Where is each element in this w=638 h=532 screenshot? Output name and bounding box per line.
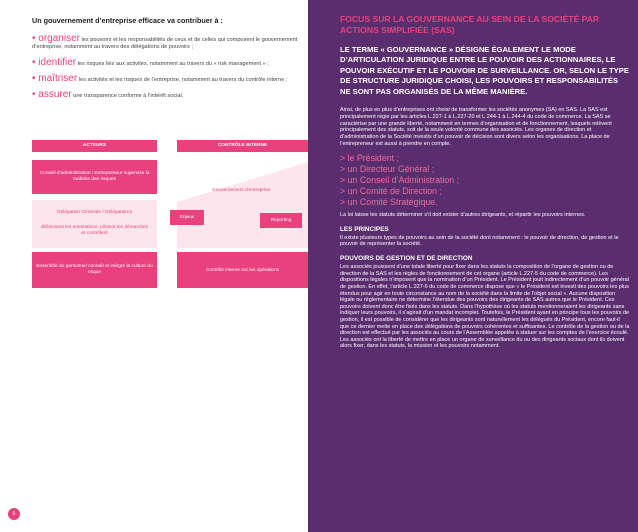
bullet-maitriser: [32, 72, 307, 84]
list-item: > le Président ;: [340, 153, 630, 164]
intro-title: Un gouvernement d’entreprise efficace va contribuer à :: [32, 16, 223, 25]
gov-trapezoid: [177, 162, 308, 248]
left-column: [32, 16, 307, 107]
heading-pouvoirs: POUVOIRS DE GESTION ET DE DIRECTION: [340, 255, 473, 263]
paragraph-principes: Il existe plusieurs types de pouvoirs au sein de la société dont notamment : le pouvoir de direction, de gestion et le pouvoir de représenter la société.: [340, 234, 619, 248]
header-controle-interne: CONTRÔLE INTERNE: [177, 140, 308, 152]
box-conseil: Conseil d’administration / Entrepreneur supervise la maîtrise des risques: [32, 160, 157, 194]
reporting-badge: Reporting: [260, 213, 302, 228]
header-acteurs: ACTEURS: [32, 140, 157, 152]
bullet-organiser: [32, 35, 307, 52]
bullet-assurer: [32, 91, 307, 100]
paragraph-loi: La loi laisse les statuts déterminer s’il doit exister d’autres dirigeants, et répartir les pouvoirs internes.: [340, 211, 586, 218]
bullet-keyword: • organiser: [32, 33, 80, 44]
list-item: > un Comité de Direction ;: [340, 186, 630, 197]
paragraph-intro: Ainsi, de plus en plus d’entreprises ont choisi de transformer les sociétés anonymes (SA) en SAS. La SAS est principalement régie par les articles L.227-1 à L.227-20 et L.244-1 à L.244-4 du code de commerce. La SAS se caractérise par une grande liberté, notamment en termes d’organisation et de fonctionnement, lesquels relèvent principalement des statuts, soit de la seule volonté commune des associés. Les organes de direction et d’administration de la Société investis d’un pouvoir de décision sont divers selon les organisations. La place de l’entrepreneur est aussi à prendre en compte.: [340, 107, 612, 148]
paragraph-pouvoirs: Les associés jouissent d’une totale liberté pour fixer dans les statuts la composition de l’organe de gestion ou de direction de la SAS et les règles de fonctionnement de cet organe (article L.227-5 du code de commerce). Les dispositions légales n’imposent que la nomination d’un Président. Le Président jouit indirectement d’un pouvoir général de gestion. En effet, l’article L.227-6 du code de commerce dispose que « le Président est investi des pouvoirs les plus étendus pour agir en toute circonstance au nom de la société dans la limite de l’objet social ». Aucune disposition légale ou réglementaire ne détermine l’étendue des pouvoirs des dirigeants de SAS autres que le Président. Ces pouvoirs doivent donc être fixés dans les statuts. Dans l’hypothèse où les statuts mentionneraient les dirigeants sans indiquer leurs pouvoirs, il s’agirait d’un mandat incomplet. Toutefois, le Président ayant en principe tous les pouvoirs de gestion, il est possible de considérer que les dirigeants sont naturellement les délégués du Président, encore faut-il que ce dernier mette en place des délégations de pouvoirs cohérentes et suffisantes. Le contrôle de la gestion ou de la direction est effectué par les associés au cours de l’Assemblée appelée à statuer sur les comptes de l’exercice écoulé. Les associés ont la liberté de mettre en place un organe de surveillance du ou des dirigeants sociaux dont ils doivent alors fixer, dans les statuts, la mission et les pouvoirs notamment.: [340, 264, 630, 350]
list-item: > un Directeur Général ;: [340, 164, 630, 175]
gov-label: Gouvernement d’entreprise: [212, 188, 271, 193]
heading-principes: LES PRINCIPES: [340, 225, 389, 233]
focus-title: FOCUS SUR LA GOUVERNANCE AU SEIN DE LA SOCIÉTÉ PAR ACTIONS SIMPLIFIÉE (SAS): [340, 14, 600, 35]
bullet-identifier: [32, 56, 307, 68]
bullet-keyword: • identifier: [32, 57, 76, 68]
lede: LE TERME « GOUVERNANCE » DÉSIGNE ÉGALEMENT LE MODE D’ARTICULATION JURIDIQUE ENTRE LE POUVOIR DES ACTIONNAIRES, LE POUVOIR EXÉCUTIF ET LE POUVOIR DE SURVEILLANCE. OR, SELON LE TYPE DE STRUCTURE JURIDIQUE CHOISI, LES POUVOIRS ET RESPONSABILITÉS NE SONT PAS ORGANISÉS DE LA MÊME MANIÈRE.: [340, 45, 629, 96]
box-controle-operations: Contrôle interne sur les opérations: [177, 252, 308, 288]
enjeux-badge: Enjeux: [170, 210, 204, 225]
box-delegation-title: Délégation Générale / Délégataires: [57, 210, 132, 216]
list-item: > un Comité Stratégique.: [340, 197, 630, 208]
bullet-text: les risques liés aux activités, notamment au travers du « risk management » ;: [77, 60, 269, 67]
bullet-text: les activités et les risques de l’entreprise, notamment au travers du contrôle interne ;: [78, 76, 288, 83]
box-delegation-text: définissent les orientations, pilotent les démarches et contrôlent: [40, 224, 149, 237]
governance-diagram: [32, 140, 308, 290]
page-number: 6: [8, 508, 20, 520]
focus-panel: [308, 0, 638, 532]
bullet-keyword: • assurer: [32, 89, 72, 100]
box-personnel: Ensemble du personnel connaît et intègre la culture du risque: [32, 252, 157, 288]
bullet-keyword: • maîtriser: [32, 73, 77, 84]
organes-list: [340, 153, 630, 208]
bullet-text: une transparence conforme à l’intérêt social.: [73, 93, 184, 100]
bullet-text: les pouvoirs et les responsabilités de ceux et de celles qui composent le gouvernement d’entreprise, notamment au travers des délégations de pouvoirs ;: [32, 37, 298, 51]
list-item: > un Conseil d’Administration ;: [340, 175, 630, 186]
